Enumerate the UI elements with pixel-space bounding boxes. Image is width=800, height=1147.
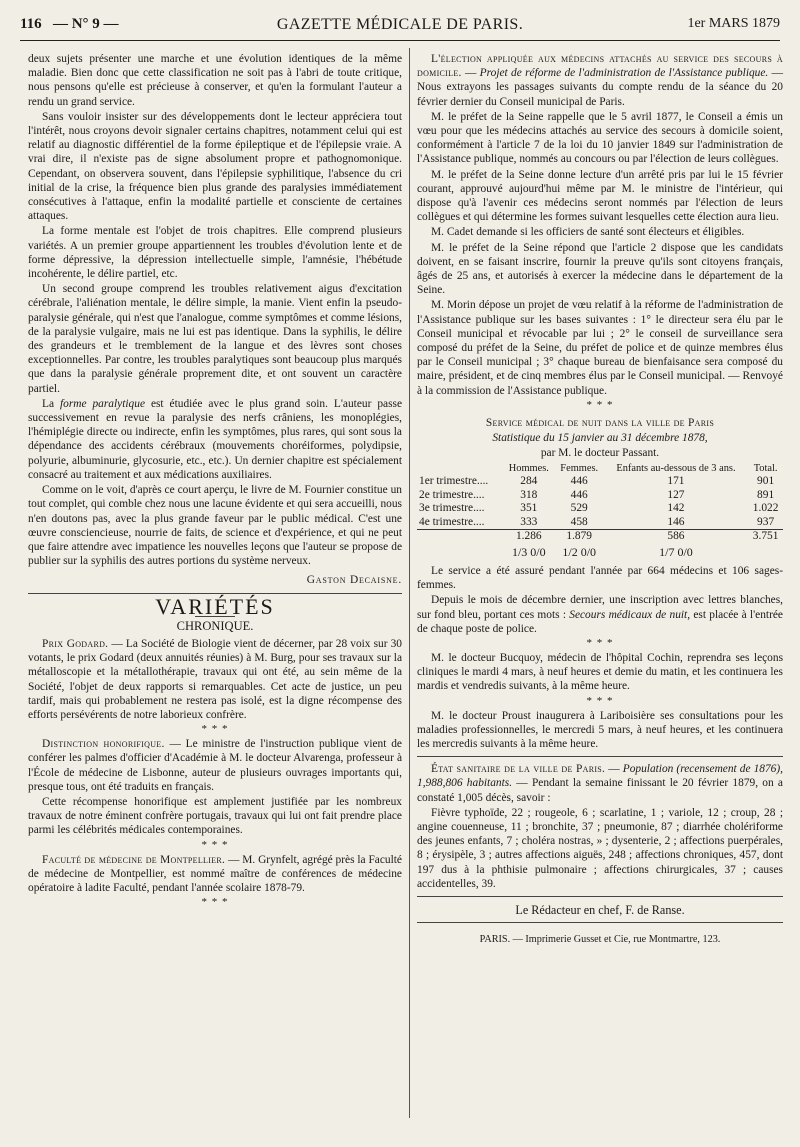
cell-total: 901 — [757, 475, 775, 488]
paragraph: Depuis le mois de décembre dernier, une inscription avec lettres blanches, sur fond bleu, portant ces mots : Secours médicaux de nuit, est placée à l'entrée de chaque poste de police. — [417, 594, 783, 635]
service-nuit-author: par M. le docteur Passant. — [540, 447, 660, 460]
percent-hommes: 1/3 0/0 — [511, 544, 546, 559]
journal-title: GAZETTE MÉDICALE DE PARIS. — [276, 16, 524, 33]
section-rule — [417, 896, 783, 897]
page-number-and-issue: 116 — N° 9 — — [20, 16, 119, 32]
table-row — [417, 489, 783, 503]
service-nuit-title: Service médical de nuit dans la ville de Paris — [485, 416, 715, 429]
paragraph: M. Morin dépose un projet de vœu relatif à la réforme de l'administration de l'Assistance publique sur les bases suivantes : 1° le directeur sera élu par le Conseil municipal et révocable par lui ; 2° le conseil de surveillance sera composé du préfet de la Seine, du préfet de police et de quinze membres élus par le Conseil municipal ; 3° chaque bureau de bienfaisance sera composé du maire, président, et de cinq membres élus par le Conseil municipal. — Renvoyé à la commission de l'Assistance publique. — [417, 299, 783, 397]
cell-femmes: 446 — [570, 475, 588, 488]
column-header: Enfants au-dessous de 3 ans. — [616, 463, 736, 475]
paragraph: La forme paralytique est étudiée avec le plus grand soin. L'auteur passe successivement en revue la paralysie des nerfs crâniens, les monoplégies, l'hémiplégie directe ou indirecte, enfin les symptômes, plus rares, qui sont sous la dépendance des accidents cérébraux (mouvements choréiformes, polydipsie, polyurie, albuminurie, glycosurie, etc., etc.). Un dernier chapitre est spécialement consacré au traitement et aux médications auxiliaires. — [28, 397, 402, 481]
section-subtitle-chronique: CHRONIQUE. — [176, 618, 254, 633]
column-header: Hommes. — [508, 463, 549, 475]
total-total: 3.751 — [748, 530, 783, 544]
asterism-separator: * * * — [586, 398, 614, 411]
table-totals-row — [417, 530, 783, 544]
section-rule — [417, 756, 783, 757]
left-column — [28, 52, 402, 910]
cell-hommes: 284 — [520, 475, 538, 488]
cell-hommes: 333 — [520, 515, 538, 528]
news-item-distinction: Distinction honorifique. — Le ministre de l'instruction publique vient de conférer les palmes d'officier d'Académie à M. le docteur Alvarenga, professeur à l'École de médecine de Lisbonne, auteur de plusieurs ouvrages importants qui, presque tous, ont été traduits en français. — [28, 738, 402, 793]
service-nuit-period: Statistique du 15 janvier au 31 décembre 1878, — [492, 432, 708, 445]
right-column — [417, 52, 783, 947]
percent-femmes: 1/2 0/0 — [562, 544, 597, 559]
percent-enfants: 1/7 0/0 — [659, 544, 693, 559]
paragraph: M. le préfet de la Seine répond que l'article 2 dispose que les candidats doivent, en se faisant inscrire, fournir la preuve qu'ils sont citoyens français, âgés de 25 ans, et autorisés à exercer la médecine dans le département de la Seine. — [417, 241, 783, 297]
row-label: 4e trimestre.... — [419, 515, 485, 528]
mortality-list: Fièvre typhoïde, 22 ; rougeole, 6 ; scarlatine, 1 ; variole, 12 ; croup, 28 ; angine couenneuse, 11 ; bronchite, 37 ; pneumonie, 87 ; diarrhée cholériforme des jeunes enfants, 7 ; choléra nostras, » ; dysenterie, 2 ; affections puerpérales, 8 ; érysipèle, 3 ; autres affections aiguës, 248 ; affections chroniques, 457, dont 197 dus à la phthisie pulmonaire ; affections chirurgicales, 37 ; causes accidentelles, 39. — [417, 806, 783, 890]
asterism-separator: * * * — [586, 637, 614, 649]
paragraph: M. le préfet de la Seine donne lecture d'un arrêté pris par lui le 15 février courant, approuvé aujourd'hui même par M. le ministre de l'intérieur, qui dispose qu'à l'avenir ces médecins seront nommés par l'élection de leurs collègues et qui détermine les formes suivant lesquelles cette élection aura lieu. — [417, 168, 783, 224]
paragraph: M. Cadet demande si les officiers de santé sont électeurs et éligibles. — [431, 226, 745, 239]
row-label: 1er trimestre.... — [419, 475, 489, 488]
news-item-faculte: Faculté de médecine de Montpellier. — M. Grynfelt, agrégé près la Faculté de médecine de Montpellier, est nommé maître de conférences de médecine opératoire à ladite Faculté, pendant l'année scolaire 1878-79. — [28, 853, 402, 894]
section-rule — [417, 922, 783, 923]
news-item-etat-sanitaire: État sanitaire de la ville de Paris. — Population (recensement de 1876), 1,988,806 habitants. — Pendant la semaine finissant le 20 février 1879, on a constaté 1,005 décès, savoir : — [417, 763, 784, 804]
news-item-proust: M. le docteur Proust inaugurera à Lariboisière ses consultations pour les maladies professionnelles, le mercredi 5 mars, à neuf heures, et les continuera les mercredis suivants à la même heure. — [417, 709, 783, 751]
total-femmes: 1.879 — [555, 530, 604, 544]
asterism-separator: * * * — [201, 838, 229, 851]
paragraph: Un second groupe comprend les troubles relativement aigus d'excitation cérébrale, l'aliénation mentale, le délire simple, la manie. Vient enfin la pseudo-paralysie générale, qui n'est que l'analogue, comme symptômes et comme lésions, de la paralysie vulgaire, mais ne lui est pas identique. Dans la syphilis, le délire des grandeurs et le tremblement de la langue et des lèvres sont choses exceptionnelles. Par contre, les troubles paralytiques sont beaucoup plus marqués que dans la paralysie générale proprement dite, et ont souvent un caractère partiel. — [28, 283, 402, 395]
cell-enfants: 142 — [667, 502, 685, 515]
editor-signature: Le Rédacteur en chef, F. de Ranse. — [515, 903, 685, 918]
column-header — [417, 463, 503, 475]
column-header: Total. — [753, 463, 778, 475]
table-row — [417, 516, 783, 530]
table-percent-row — [417, 544, 783, 561]
asterism-separator: * * * — [201, 723, 229, 736]
cell-hommes: 318 — [520, 488, 538, 501]
row-label: 3e trimestre.... — [419, 502, 485, 515]
page-header — [20, 14, 780, 41]
paragraph: Le service a été assuré pendant l'année par 664 médecins et 106 sages-femmes. — [417, 564, 783, 592]
column-header: Femmes. — [560, 463, 599, 475]
issue-date: 1er MARS 1879 — [687, 16, 780, 31]
cell-femmes: 529 — [570, 502, 588, 515]
total-hommes: 1.286 — [503, 530, 555, 544]
cell-total: 891 — [757, 488, 775, 501]
column-divider — [409, 48, 410, 1118]
table-row — [417, 502, 783, 516]
asterism-separator: * * * — [201, 896, 229, 909]
news-item-bucquoy: M. le docteur Bucquoy, médecin de l'hôpital Cochin, reprendra ses leçons cliniques le mardi 4 mars, à neuf heures et demie du matin, et les continuera les mardis et vendredis suivants, à la même heure. — [417, 652, 783, 693]
paragraph: Sans vouloir insister sur des développements dont le lecteur appréciera tout l'intérêt, nous croyons devoir signaler certains chapitres, notamment celui qui est relatif au diagnostic différentiel de la forme épileptique et de l'épilepsie vraie. A vrai dire, il n'existe pas de signe absolument propre et pathognomonique. Cependant, on observera souvent, dans l'épilepsie syphilitique, l'absence du cri initial de la crise, la fréquence bien plus grande des paralysies immédiatement consécutives à l'attaque, enfin la modalité partielle et consciente de certaines attaques. — [28, 110, 402, 223]
service-nuit-table — [417, 463, 783, 561]
cell-femmes: 446 — [570, 488, 588, 501]
paragraph: Comme on le voit, d'après ce court aperçu, le livre de M. Fournier constitue un tout complet, qui comble chez nous une lacune évidente et qui sera accueilli, nous n'en doutons pas, avec la plus grande faveur par le public médical. C'est une œuvre consciencieuse, nourrie de faits, de science et d'expérience, et qui ne peut que faire attendre avec impatience les nouvelles leçons que l'auteur se propose de publier sur la syphilis des autres portions du système nerveux. — [28, 484, 402, 568]
cell-total: 1.022 — [752, 502, 779, 515]
cell-enfants: 171 — [667, 475, 685, 488]
news-item-prix-godard: Prix Godard. — La Société de Biologie vient de décerner, par 28 voix sur 30 votants, le prix Godard (deux annuités réunies) à M. Burg, pour ses travaux sur la métalloscopie et la métallothérapie, travaux qui ont été, au sein même de la Société, l'objet de deux rapports si remarquables. Cet acte de justice, un peu tardif, mais qui probablement ne restera pas isolé, est la digne récompense des efforts persévérents de notre laborieux confrère. — [28, 637, 402, 721]
paragraph: M. le préfet de la Seine rappelle que le 5 avril 1877, le Conseil a émis un vœu pour que les médecins attachés au service des secours à domicile soient, conformément à l'article 7 de la loi du 10 janvier 1849 sur l'administration de l'Assistance publique, nommés au concours ou par l'élection de leurs collègues. — [417, 110, 783, 166]
table-row — [417, 475, 783, 489]
paragraph: deux sujets présenter une marche et une évolution identiques de la même maladie. Bien donc que cette classification ne soit pas à l'abri de toute critique, nous pensons qu'elle est précieuse à conserver, et qu'en la formulant l'auteur a rendu un grand service. — [28, 53, 402, 108]
cell-enfants: 127 — [667, 488, 685, 501]
review-signature: Gaston Decaisne. — [306, 574, 402, 587]
cell-enfants: 146 — [667, 515, 685, 528]
paragraph: Cette récompense honorifique est amplement justifiée par les nombreux travaux de notre éminent confrère portugais, travaux qui lui ont fait prendre place parmi les célébrités médicales contemporaines. — [28, 795, 402, 837]
cell-hommes: 351 — [520, 502, 538, 515]
total-enfants: 586 — [604, 530, 748, 544]
asterism-separator: * * * — [586, 694, 614, 707]
section-title-varietes: VARIÉTÉS — [155, 593, 275, 619]
cell-femmes: 458 — [570, 515, 588, 528]
news-item-election: L'élection appliquée aux médecins attachés au service des secours à domicile. — Projet de réforme de l'administration de l'Assistance publique. — Nous extrayons les passages suivants du compte rendu de la séance du 20 février dernier du Conseil municipal de Paris. — [417, 53, 783, 108]
row-label: 2e trimestre.... — [419, 488, 485, 501]
table-header-row — [417, 463, 783, 475]
cell-total: 937 — [757, 515, 775, 528]
paragraph: La forme mentale est l'objet de trois chapitres. Elle comprend plusieurs variétés. A un premier groupe appartiennent les troubles d'évolution lente et de forme dépressive, la dépression intellectuelle simple, l'amnésie, l'hébétude incohérente, le délire partiel, etc. — [28, 225, 402, 281]
printer-imprint: PARIS. — Imprimerie Gusset et Cie, rue Montmartre, 123. — [479, 934, 721, 946]
